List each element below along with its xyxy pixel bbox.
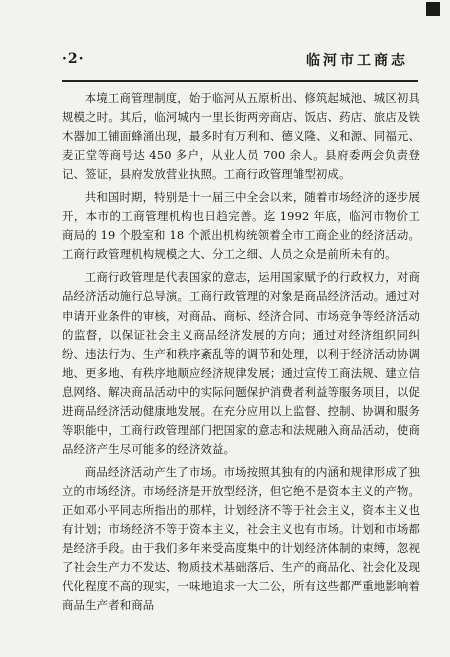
page-header	[62, 48, 420, 70]
paragraph-4: 商品经济活动产生了市场。市场按照其独有的内涵和规律形成了独立的市场经济。市场经济是开放型经济，但它绝不是资本主义的产物。正如邓小平同志所指出的那样，计划经济不等于社会主义，资本主义也有计划；市场经济不等于资本主义，社会主义也有市场。计划和市场都是经济手段。由于我们多年来受高度集中的计划经济体制的束缚，忽视了社会生产力不发达、物质技术基础落后、生产的商品化、社会化及现代化程度不高的现实，一味地追求一大二公，所有这些都严重地影响着商品生产者和商品	[62, 464, 420, 613]
paragraph-1: 本境工商管理制度，始于临河从五原析出、修筑起城池、城区初具规模之时。其后，临河城内一里长街两旁商店、饭店、药店、旅店及铁木器加工铺面蜂涌出现，最多时有万利和、德义隆、义和源、同福元、麦正堂等商号达 450 多户，从业人员 700 余人。县府委两会负责登记、签证，县府发放营业执照。工商行政管理雏型初成。	[62, 91, 420, 182]
header-rule	[62, 80, 418, 82]
running-title: 临河市工商志	[306, 53, 408, 69]
body-text	[62, 89, 420, 619]
scan-corner-mark	[426, 2, 440, 16]
paragraph-3: 工商行政管理是代表国家的意志，运用国家赋予的行政权力，对商品经济活动施行总导演。工商行政管理的对象是商品经济活动。通过对申请开业条件的审核，对商品、商标、经济合同、市场竞争等经济活动的监督，以保证社会主义商品经济发展的方向；通过对经济组织同纠纷、违法行为、生产和秩序紊乱等的调节和处理，以利于经济活动协调地、更多地、有秩序地顺应经济规律发展；通过宣传工商法规、建立信息网络、解决商品活动中的实际问题保护消费者利益等服务项目，以促进商品经济活动健康地发展。在充分应用以上监督、控制、协调和服务等职能中，工商行政管理部门把国家的意志和法规融入商品活动，使商品经济产生尽可能多的经济效益。	[62, 270, 420, 456]
page-number: ·2·	[62, 51, 85, 67]
paragraph-2: 共和国时期，特别是十一届三中全会以来，随着市场经济的逐步展开，本市的工商管理机构也日趋完善。迄 1992 年底，临河市物价工商局的 19 个股室和 18 个派出机构统领着全市工商企业的经济活动。工商行政管理机构规模之大、分工之细、人员之众是前所未有的。	[62, 190, 420, 262]
